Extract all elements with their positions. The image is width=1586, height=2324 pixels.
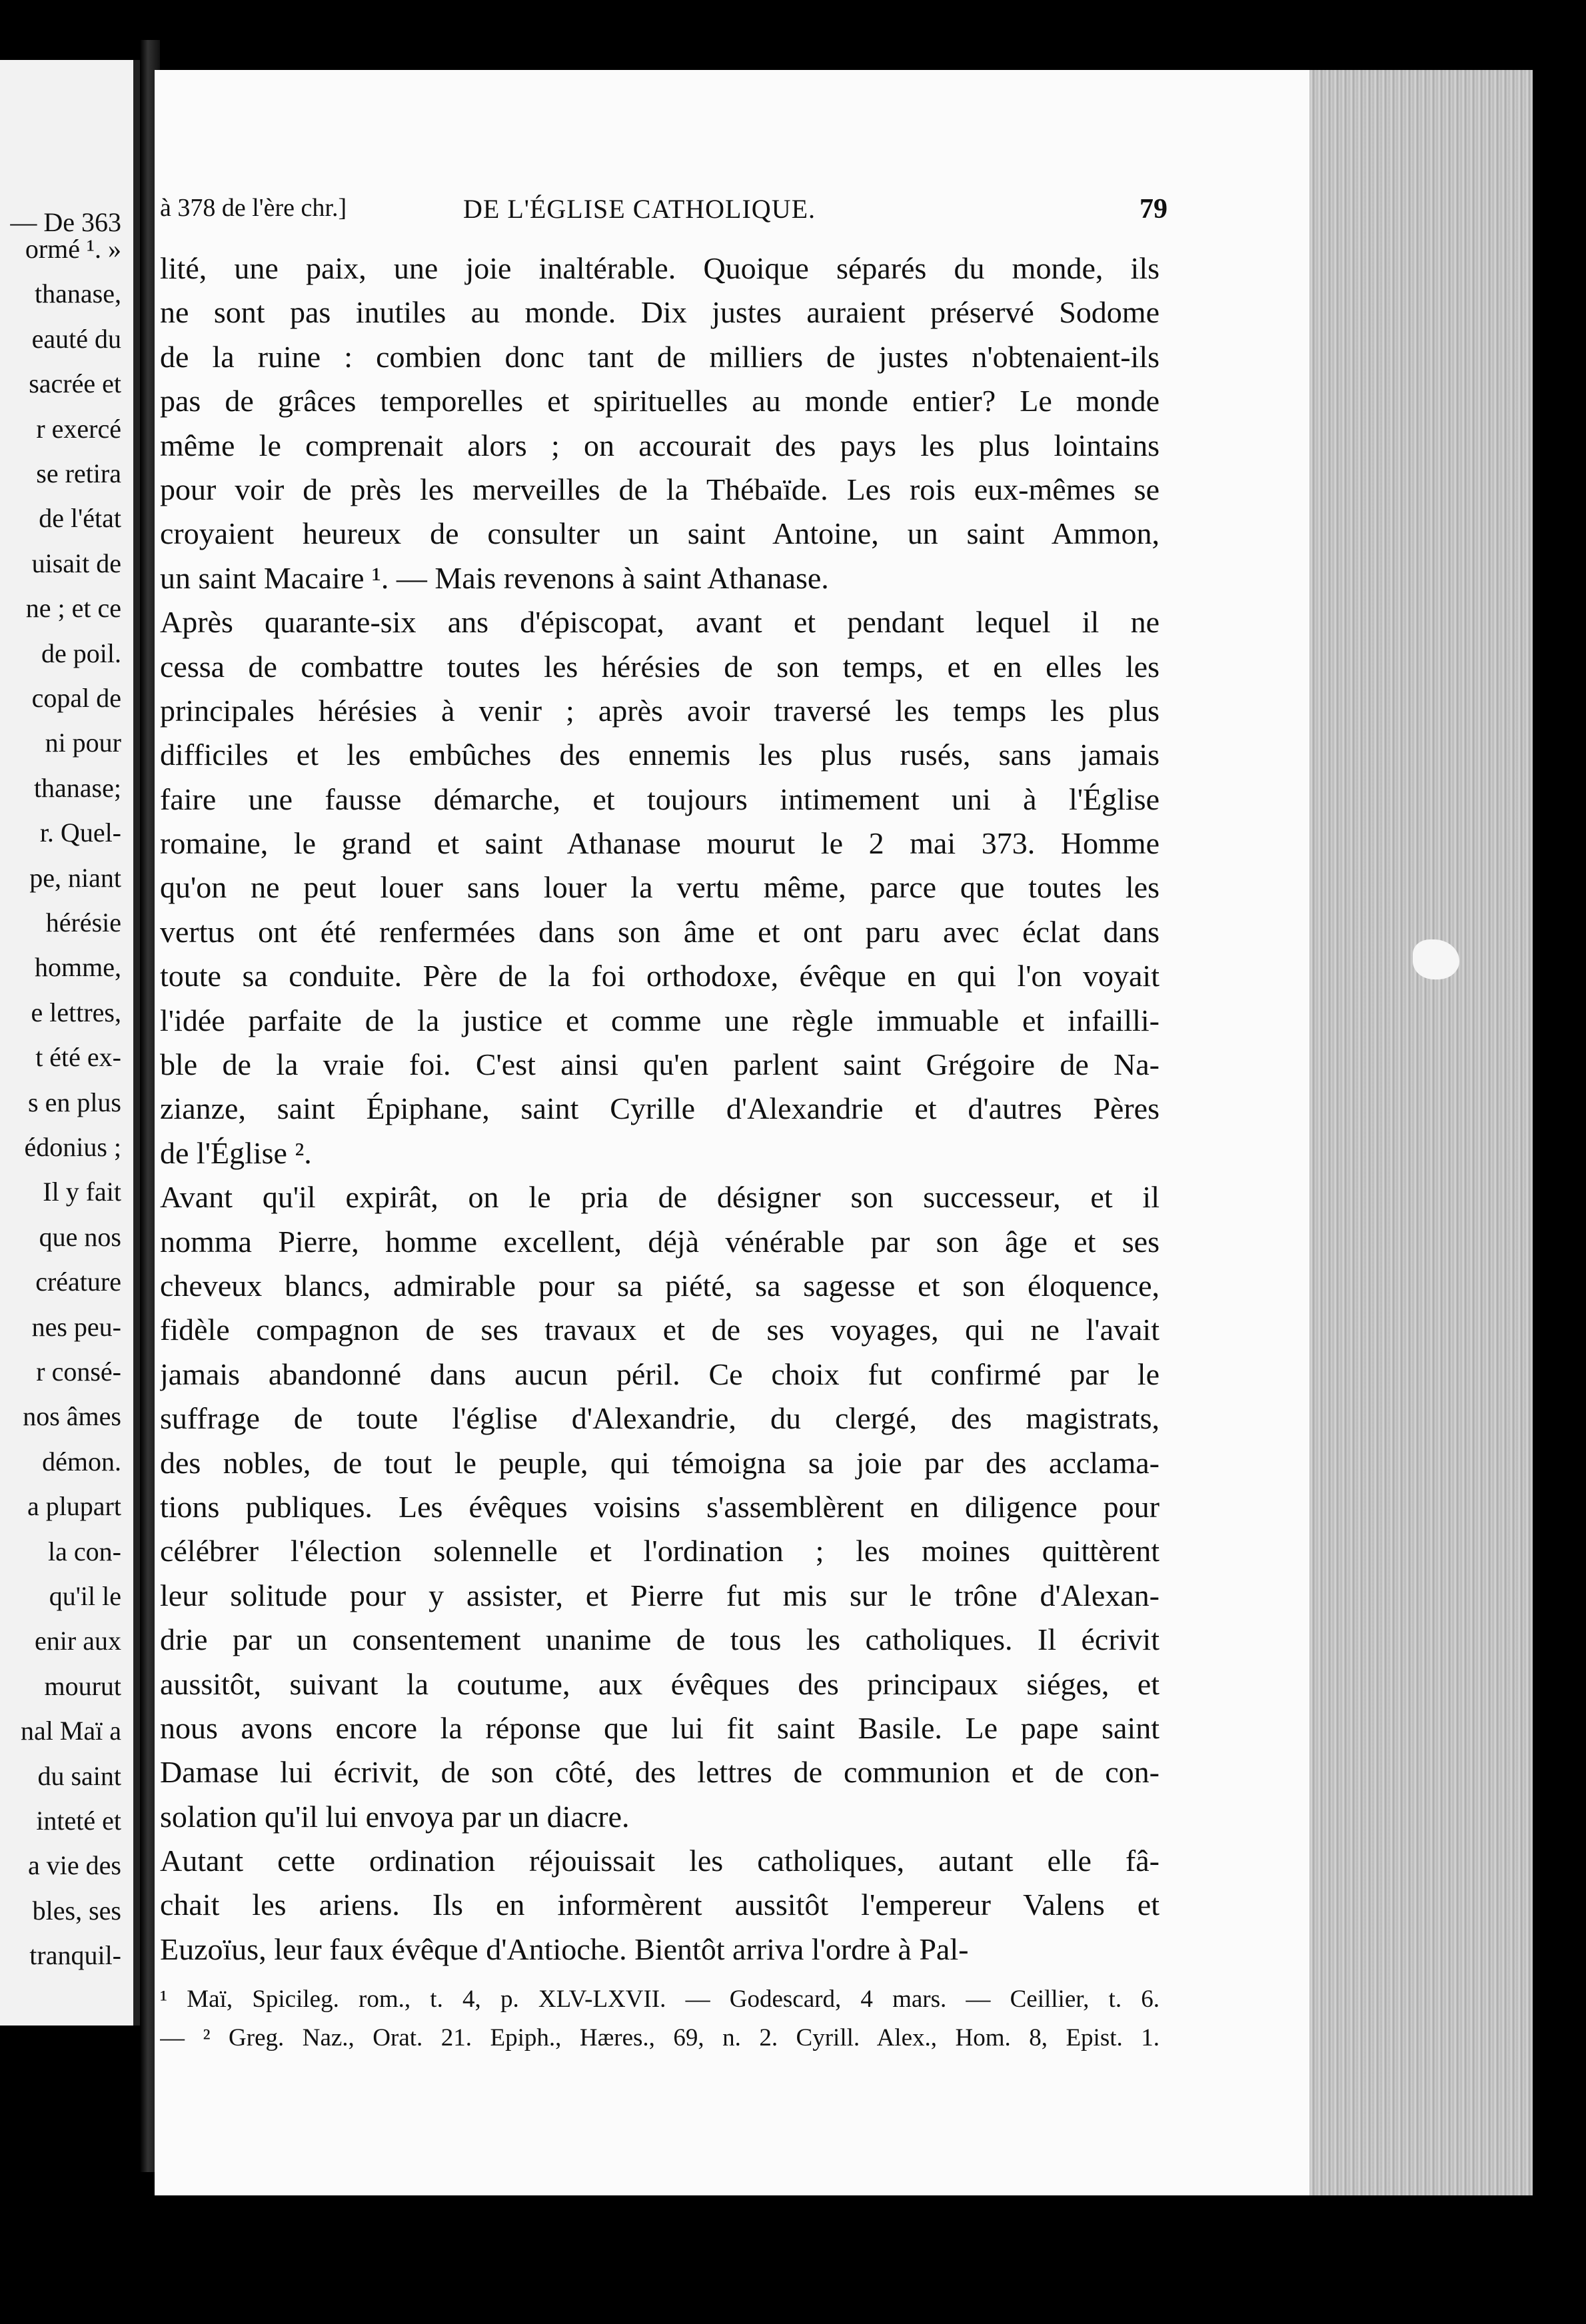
left-page-text-fragment: la con-: [48, 1536, 121, 1566]
left-page-text-fragment: démon.: [42, 1446, 121, 1476]
text-line: difficiles et les embûches des ennemis les plus rusés, sans jamais: [160, 738, 1160, 772]
left-page-text-fragment: tranquil-: [29, 1940, 121, 1971]
text-line: Après quarante-six ans d'épiscopat, avant et pendant lequel il ne: [160, 605, 1160, 640]
left-page-text-fragment: eauté du: [31, 323, 121, 354]
left-page-text-fragment: thanase,: [35, 279, 121, 309]
left-page-text-fragment: édonius ;: [24, 1132, 121, 1162]
text-line: vertus ont été renfermées dans son âme et ont paru avec éclat dans: [160, 914, 1160, 949]
left-page-text-fragment: ne ; et ce: [25, 593, 121, 624]
text-line: un saint Macaire ¹. — Mais revenons à saint Athanase.: [160, 560, 829, 595]
left-page-text-fragment: enir aux: [35, 1626, 121, 1656]
left-page-text-fragment: du saint: [37, 1760, 121, 1791]
text-line: lité, une paix, une joie inaltérable. Quoique séparés du monde, ils: [160, 251, 1160, 285]
left-page-text-fragment: a plupart: [27, 1491, 121, 1522]
left-page-text-fragment: ormé ¹. »: [25, 234, 121, 264]
left-page-fragment: [0, 60, 140, 2026]
page-edges: [1309, 70, 1533, 2195]
left-page-text-fragment: que nos: [39, 1221, 121, 1252]
left-page-text-fragment: bles, ses: [32, 1895, 121, 1926]
text-line: même le comprenait alors ; on accourait des pays les plus lointains: [160, 428, 1160, 462]
text-line: de la ruine : combien donc tant de milliers de justes n'obtenaient-ils: [160, 339, 1160, 374]
text-line: pas de grâces temporelles et spirituelles au monde entier? Le monde: [160, 384, 1160, 418]
running-header: [160, 193, 1168, 233]
left-page-text-fragment: nal Maï a: [20, 1716, 121, 1746]
left-page-text-fragment: nes peu-: [31, 1311, 121, 1342]
left-page-text-fragment: de l'état: [39, 503, 121, 534]
text-line: romaine, le grand et saint Athanase mourut le 2 mai 373. Homme: [160, 826, 1160, 861]
left-page-text-fragment: inteté et: [36, 1806, 121, 1836]
text-line: principales hérésies à venir ; après avoir traversé les temps les plus: [160, 693, 1160, 728]
text-line: pour voir de près les merveilles de la Thébaïde. Les rois eux-mêmes se: [160, 472, 1160, 506]
left-page-text-fragment: t été ex-: [35, 1042, 121, 1073]
left-page-text-fragment: de poil.: [41, 638, 121, 668]
left-page-text-fragment: se retira: [36, 458, 121, 488]
header-date-range: à 378 de l'ère chr.]: [160, 194, 347, 222]
page-number: 79: [1140, 194, 1168, 225]
left-page-text-fragment: copal de: [31, 683, 121, 713]
text-line: qu'on ne peut louer sans louer la vertu même, parce que toutes les: [160, 870, 1160, 905]
text-line: toute sa conduite. Père de la foi orthodoxe, évêque en qui l'on voyait: [160, 959, 1160, 993]
left-page-text-fragment: qu'il le: [49, 1581, 121, 1611]
text-line: aussitôt, suivant la coutume, aux évêques des principaux siéges, et: [160, 1666, 1160, 1701]
text-line: leur solitude pour y assister, et Pierre fut mis sur le trône d'Alexan-: [160, 1578, 1160, 1612]
text-line: zianze, saint Épiphane, saint Cyrille d'Alexandrie et d'autres Pères: [160, 1091, 1160, 1126]
text-line: jamais abandonné dans aucun péril. Ce choix fut confirmé par le: [160, 1357, 1160, 1391]
text-line: cheveux blancs, admirable pour sa piété, sa sagesse et son éloquence,: [160, 1268, 1160, 1303]
left-page-text-fragment: a vie des: [28, 1850, 121, 1881]
left-page-text-fragment: e lettres,: [31, 997, 121, 1027]
text-line: solation qu'il lui envoya par un diacre.: [160, 1799, 630, 1834]
left-page-text-fragment: mourut: [44, 1670, 121, 1701]
text-line: de l'Église ².: [160, 1135, 312, 1170]
left-page-text-fragment: Il y fait: [43, 1177, 121, 1207]
text-line: Damase lui écrivit, de son côté, des lettres de communion et de con-: [160, 1755, 1160, 1790]
text-line: Euzoïus, leur faux évêque d'Antioche. Bientôt arriva l'ordre à Pal-: [160, 1932, 969, 1966]
left-page-text-fragment: homme,: [35, 952, 121, 983]
left-page-text-fragment: r consé-: [36, 1357, 121, 1387]
header-title: DE L'ÉGLISE CATHOLIQUE.: [463, 194, 816, 224]
footnotes: [160, 1980, 1160, 2057]
text-line: cessa de combattre toutes les hérésies de son temps, et en elles les: [160, 649, 1160, 684]
footnote: ¹ Maï, Spicileg. rom., t. 4, p. XLV-LXVII. — Godescard, 4 mars. — Ceillier, t. 6.: [160, 1986, 1160, 2013]
left-page-text-fragment: nos âmes: [23, 1401, 121, 1432]
left-page-text-fragment: s en plus: [28, 1087, 121, 1117]
text-line: ne sont pas inutiles au monde. Dix justes auraient préservé Sodome: [160, 295, 1160, 330]
left-page-text-fragment: r exercé: [36, 413, 121, 444]
text-line: chait les ariens. Ils en informèrent aussitôt l'empereur Valens et: [160, 1888, 1160, 1922]
left-page-text-fragment: pe, niant: [29, 862, 121, 893]
text-line: nous avons encore la réponse que lui fit saint Basile. Le pape saint: [160, 1710, 1160, 1745]
text-line: célébrer l'élection solennelle et l'ordination ; les moines quittèrent: [160, 1534, 1160, 1568]
footnote: — ² Greg. Naz., Orat. 21. Epiph., Hæres., 69, n. 2. Cyrill. Alex., Hom. 8, Epist. 1.: [160, 2024, 1160, 2051]
left-page-text-fragment: créature: [35, 1267, 121, 1297]
text-line: nomma Pierre, homme excellent, déjà vénérable par son âge et ses: [160, 1224, 1160, 1259]
left-page-text-fragment: thanase;: [33, 772, 121, 803]
text-line: Autant cette ordination réjouissait les catholiques, autant elle fâ-: [160, 1844, 1160, 1878]
text-line: faire une fausse démarche, et toujours intimement uni à l'Église: [160, 782, 1160, 816]
text-line: des nobles, de tout le peuple, qui témoigna sa joie par des acclama-: [160, 1445, 1160, 1480]
left-page-text-fragment: ni pour: [45, 728, 121, 758]
left-page-text-fragment: — De 363: [10, 207, 121, 237]
text-line: fidèle compagnon de ses travaux et de ses voyages, qui ne l'avait: [160, 1313, 1160, 1347]
text-line: ble de la vraie foi. C'est ainsi qu'en parlent saint Grégoire de Na-: [160, 1047, 1160, 1082]
text-line: suffrage de toute l'église d'Alexandrie, du clergé, des magistrats,: [160, 1401, 1160, 1436]
text-line: tions publiques. Les évêques voisins s'assemblèrent en diligence pour: [160, 1489, 1160, 1524]
text-line: l'idée parfaite de la justice et comme une règle immuable et infailli-: [160, 1003, 1160, 1037]
text-line: drie par un consentement unanime de tous les catholiques. Il écrivit: [160, 1622, 1160, 1657]
text-line: croyaient heureux de consulter un saint Antoine, un saint Ammon,: [160, 516, 1160, 551]
left-page-text-fragment: uisait de: [31, 548, 121, 578]
left-page-text-fragment: r. Quel-: [39, 818, 121, 848]
left-page-text-fragment: hérésie: [45, 907, 121, 937]
body-text: [160, 247, 1160, 1972]
text-line: Avant qu'il expirât, on le pria de désigner son successeur, et il: [160, 1180, 1160, 1215]
left-page-text-fragment: sacrée et: [29, 368, 121, 399]
